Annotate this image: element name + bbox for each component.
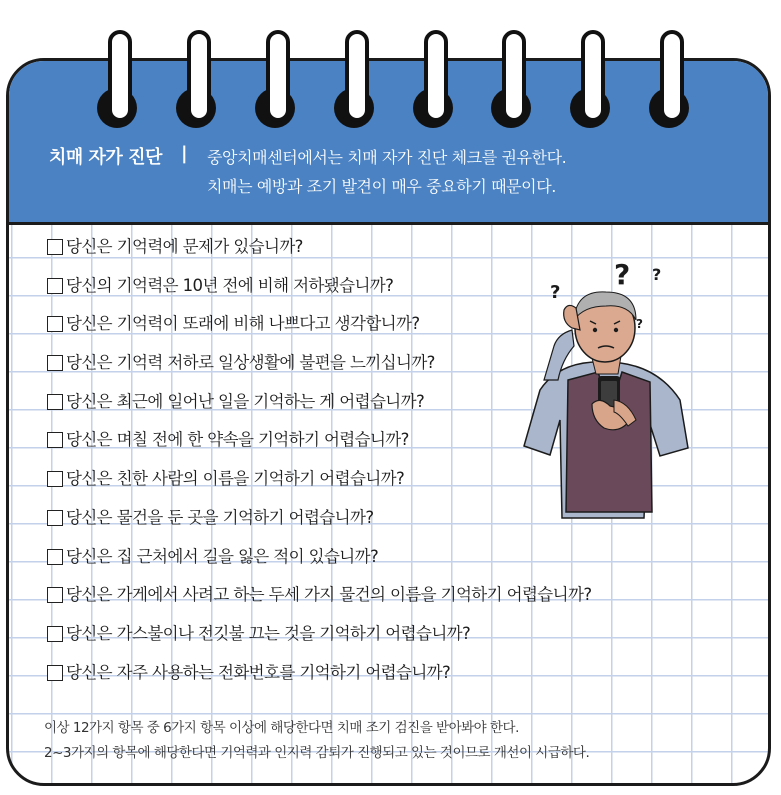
checkbox[interactable] [47,549,63,565]
checkbox[interactable] [47,278,63,294]
checkbox[interactable] [47,587,63,603]
footer-line: 2~3가지의 항목에 해당한다면 기억력과 인지력 감퇴가 진행되고 있는 것이므로 개선이 시급하다. [44,745,590,761]
spiral-ring-icon [413,30,453,120]
checkbox[interactable] [47,626,63,642]
checkbox[interactable] [47,665,63,681]
spiral-ring-icon [255,30,295,120]
checklist-item-text: 당신은 가게에서 사려고 하는 두세 가지 물건의 이름을 기억하기 어렵습니까? [66,585,592,605]
question-mark-icon: ? [652,265,662,284]
checkbox[interactable] [47,239,63,255]
checklist-item [44,542,591,581]
question-mark-icon: ? [636,317,643,331]
checklist-item-text: 당신의 기억력은 10년 전에 비해 저하됐습니까? [66,275,394,295]
spiral-ring-icon [570,30,610,120]
checklist-item [44,580,591,619]
checklist-item-text: 당신은 며칠 전에 한 약속을 기억하기 어렵습니까? [66,430,409,450]
checkbox[interactable] [47,355,63,371]
checkbox[interactable] [47,394,63,410]
title-separator: | [181,143,188,164]
spiral-ring-icon [176,30,216,120]
checklist-item-text: 당신은 기억력에 문제가 있습니까? [66,237,303,256]
checkbox[interactable] [47,316,63,332]
checklist-item-text: 당신은 최근에 일어난 일을 기억하는 게 어렵습니까? [66,391,425,411]
spiral-ring-icon [334,30,374,120]
checklist-item-text: 당신은 물건을 둔 곳을 기억하기 어렵습니까? [66,507,374,527]
spiral-ring-icon [97,30,137,120]
footer-note [44,716,589,766]
question-mark-icon: ? [614,258,631,291]
checklist-item [44,619,591,658]
checklist-item [44,658,591,697]
description-line: 중앙치매센터에서는 치매 자가 진단 체크를 권유한다. [207,148,567,167]
checklist-item-text: 당신은 가스불이나 전깃불 끄는 것을 기억하기 어렵습니까? [66,623,471,643]
header-description [207,143,566,201]
spiral-ring-icon [491,30,531,120]
page-title: 치매 자가 진단 [49,147,162,168]
checklist-item-text: 당신은 자주 사용하는 전화번호를 기억하기 어렵습니까? [66,662,451,682]
checkbox[interactable] [47,510,63,526]
description-line: 치매는 예방과 조기 발견이 매우 중요하기 때문이다. [207,177,556,196]
checkbox[interactable] [47,432,63,448]
checklist-item-text: 당신은 기억력 저하로 일상생활에 불편을 느끼십니까? [66,353,435,373]
question-mark-icon: ? [550,282,561,303]
checkbox[interactable] [47,471,63,487]
footer-line: 이상 12가지 항목 중 6가지 항목 이상에 해당한다면 치매 조기 검진을 받아봐야 한다. [44,720,519,736]
spiral-ring-icon [649,30,689,120]
checklist-item-text: 당신은 집 근처에서 길을 잃은 적이 있습니까? [66,546,379,566]
checklist-item-text: 당신은 친한 사람의 이름을 기억하기 어렵습니까? [66,469,405,489]
confused-elderly-man-illustration [510,250,710,520]
checklist-item-text: 당신은 기억력이 또래에 비해 나쁘다고 생각합니까? [66,314,420,334]
